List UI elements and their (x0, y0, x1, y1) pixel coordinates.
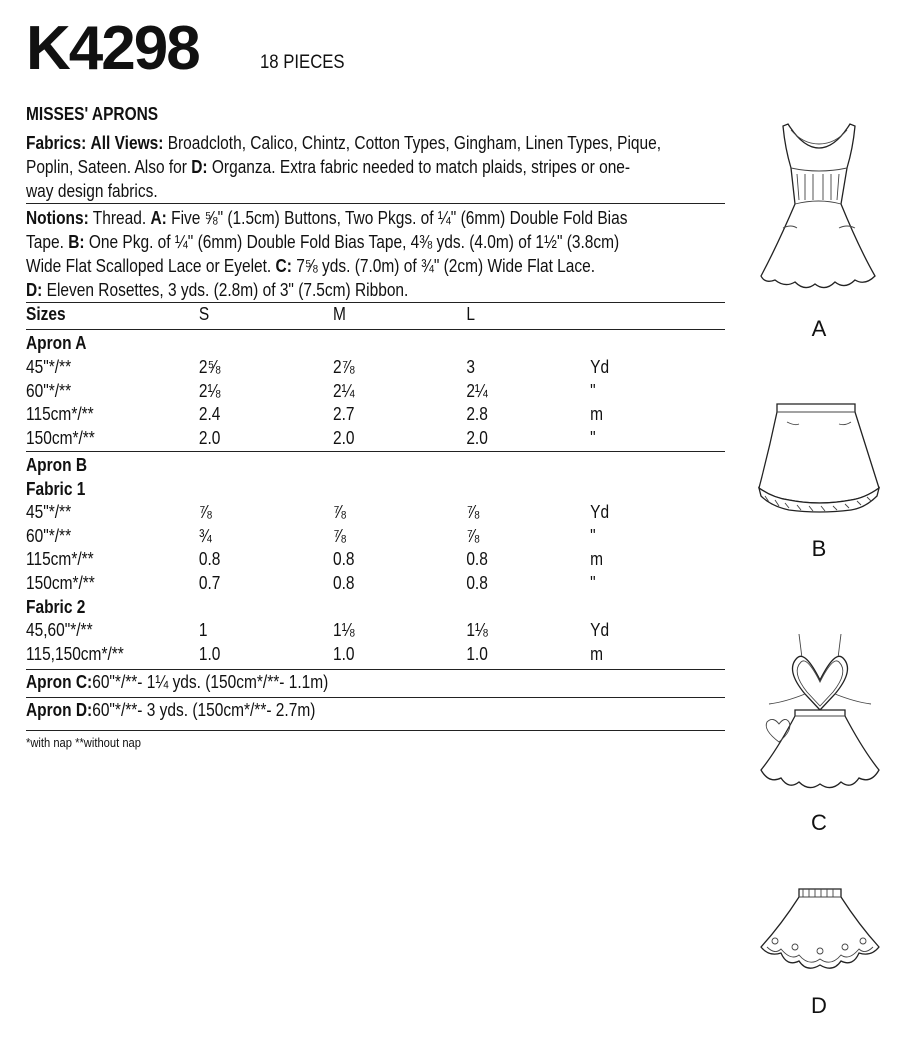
table-row (26, 381, 724, 404)
notions-section (26, 206, 725, 302)
table-row (26, 502, 724, 525)
unit-cell: m (590, 549, 604, 569)
notions-line-3-post: 7⅝ yds. (7.0m) of ¾" (2cm) Wide Flat Lace. (296, 256, 596, 276)
unit-cell: " (590, 525, 596, 546)
fabric-type-cell: 150cm*/** (26, 572, 95, 593)
table-row (26, 644, 724, 667)
notions-line-2-pre: Tape. (26, 232, 64, 252)
view-b-label: B (811, 536, 827, 561)
table-row (26, 526, 724, 549)
size-m-header: M (333, 304, 346, 324)
notions-view-d: D: (26, 280, 43, 300)
table-row (26, 549, 724, 572)
size-s-header: S (198, 304, 210, 324)
fabrics-line-3: way design fabrics. (26, 181, 158, 201)
size-l-cell: 0.8 (466, 549, 488, 569)
size-l-cell: ⅞ (466, 525, 480, 546)
size-l-cell: 1⅛ (466, 620, 488, 640)
size-s-cell: 0.8 (198, 549, 221, 569)
unit-cell: Yd (590, 620, 610, 640)
size-s-cell: 2⅝ (198, 357, 221, 377)
sizes-header: Sizes (26, 304, 66, 324)
apron-c-title: Apron C: (26, 672, 93, 692)
view-c-illustration (755, 630, 885, 795)
divider (26, 302, 725, 303)
size-l-cell: 0.8 (466, 572, 488, 593)
apron-a-title: Apron A (26, 333, 87, 353)
size-m-cell: 2.0 (333, 427, 355, 448)
fabrics-label: Fabrics: (26, 133, 87, 153)
apron-d-row (26, 700, 724, 723)
divider (26, 203, 725, 204)
fabric-2-title-row (26, 597, 724, 620)
notions-line-3-pre: Wide Flat Scalloped Lace or Eyelet. (26, 256, 272, 276)
fabric-type-cell: 45,60"*/** (26, 620, 93, 640)
view-a-label: A (811, 316, 827, 341)
unit-cell: m (590, 404, 604, 424)
fabric-type-cell: 115cm*/** (26, 549, 94, 569)
pattern-number: K4298 (26, 14, 199, 83)
fabric-type-cell: 45"*/** (26, 502, 72, 522)
unit-cell: " (590, 572, 596, 593)
size-s-cell: 2.0 (198, 427, 221, 448)
fabrics-section (26, 131, 764, 203)
size-s-cell: ¾ (198, 525, 212, 546)
apron-b-title-row (26, 455, 724, 478)
size-s-cell: 2⅛ (198, 380, 221, 401)
apron-c-row (26, 672, 724, 695)
divider (26, 329, 725, 330)
footnote: *with nap **without nap (26, 735, 141, 750)
fabrics-line-2-pre: Poplin, Sateen. Also for (26, 157, 187, 177)
notions-line-1-pre: Thread. (92, 208, 147, 228)
size-l-cell: 1.0 (466, 643, 488, 664)
apron-b-title: Apron B (26, 455, 88, 475)
size-l-header: L (466, 304, 475, 324)
size-m-cell: 0.8 (333, 549, 355, 569)
apron-d-text: 60"*/**- 3 yds. (150cm*/**- 2.7m) (92, 700, 316, 720)
table-row (26, 428, 724, 451)
notions-line-4-post: Eleven Rosettes, 3 yds. (2.8m) of 3" (7.5cm) Ribbon. (46, 280, 409, 300)
divider (26, 697, 725, 698)
sizes-header-row (26, 304, 724, 327)
unit-cell: " (590, 427, 596, 448)
size-m-cell: 2¼ (333, 380, 355, 401)
pattern-title: MISSES' APRONS (26, 104, 159, 124)
size-s-cell: 1.0 (198, 643, 221, 664)
notions-view-c: C: (275, 256, 292, 276)
unit-cell: " (590, 380, 596, 401)
size-l-cell: ⅞ (466, 502, 480, 522)
apron-d-title: Apron D: (26, 700, 93, 720)
fabrics-line-1: Broadcloth, Calico, Chintz, Cotton Types, Gingham, Linen Types, Pique, (167, 133, 662, 153)
notions-line-1-post: Five ⅝" (1.5cm) Buttons, Two Pkgs. of ¼" (6mm) Double Fold Bias (171, 208, 628, 228)
fabric-type-cell: 60"*/** (26, 380, 72, 401)
fabric-type-cell: 115,150cm*/** (26, 643, 124, 664)
table-row (26, 404, 724, 427)
unit-cell: m (590, 643, 604, 664)
table-row (26, 620, 724, 643)
size-s-cell: 1 (198, 620, 208, 640)
divider (26, 451, 725, 452)
view-a-illustration (755, 118, 885, 298)
fabric-type-cell: 115cm*/** (26, 404, 94, 424)
unit-cell: Yd (590, 357, 610, 377)
notions-view-b: B: (68, 232, 85, 252)
size-l-cell: 2¼ (466, 380, 488, 401)
size-m-cell: 1.0 (333, 643, 355, 664)
size-m-cell: ⅞ (333, 502, 346, 522)
notions-label: Notions: (26, 208, 89, 228)
size-s-cell: 2.4 (198, 404, 221, 424)
fabric-type-cell: 60"*/** (26, 525, 72, 546)
view-d-illustration (755, 885, 885, 985)
table-row (26, 573, 724, 596)
pieces-count: 18 PIECES (260, 52, 345, 73)
view-d-label: D (811, 993, 827, 1018)
fabric-1-title-row (26, 479, 724, 502)
size-l-cell: 2.0 (466, 427, 488, 448)
fabrics-line-2-post: Organza. Extra fabric needed to match plaids, stripes or one- (211, 157, 631, 177)
size-s-cell: ⅞ (198, 502, 212, 522)
unit-cell: Yd (590, 502, 610, 522)
size-l-cell: 3 (466, 357, 475, 377)
view-c-label: C (811, 810, 827, 835)
divider (26, 669, 725, 670)
view-b-illustration (755, 400, 885, 520)
size-m-cell: ⅞ (333, 525, 346, 546)
size-m-cell: 2.7 (333, 404, 355, 424)
size-m-cell: 1⅛ (333, 620, 355, 640)
notions-view-a: A: (150, 208, 167, 228)
all-views-label: All Views: (90, 133, 164, 153)
size-m-cell: 0.8 (333, 572, 355, 593)
table-row (26, 357, 724, 380)
size-s-cell: 0.7 (198, 572, 221, 593)
size-m-cell: 2⅞ (333, 357, 355, 377)
fabric-type-cell: 150cm*/** (26, 427, 95, 448)
notions-line-2-post: One Pkg. of ¼" (6mm) Double Fold Bias Tape, 4⅜ yds. (4.0m) of 1½" (3.8cm) (88, 232, 620, 252)
divider (26, 730, 725, 731)
fabric-2-title: Fabric 2 (26, 597, 86, 617)
size-l-cell: 2.8 (466, 404, 488, 424)
fabric-1-title: Fabric 1 (26, 479, 86, 499)
fabric-type-cell: 45"*/** (26, 357, 72, 377)
apron-a-title-row (26, 333, 724, 356)
fabrics-view-d: D: (191, 157, 208, 177)
apron-c-text: 60"*/**- 1¼ yds. (150cm*/**- 1.1m) (92, 672, 329, 692)
